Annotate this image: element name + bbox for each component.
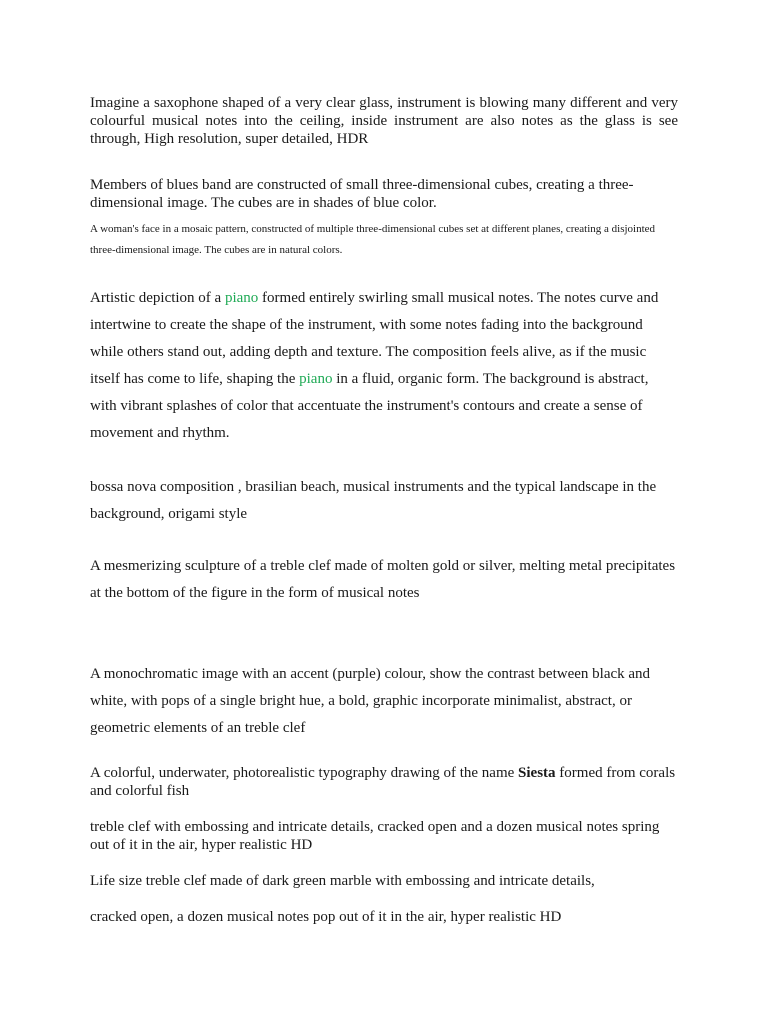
paragraph-mosaic-face-prompt: A woman's face in a mosaic pattern, constructed of multiple three-dimensional cubes set at different planes, creating a disjointed three-dimensional image. The cubes are in natural colors.	[90, 223, 656, 256]
paragraph-saxophone-prompt: Imagine a saxophone shaped of a very clear glass, instrument is blowing many different and very colourful musical notes into the ceiling, inside instrument are also notes as the glass is see through, High resolution, super detailed, HDR	[90, 95, 678, 147]
siesta-text-part-2: formed from corals and colorful fish	[90, 765, 676, 799]
paragraph-bossa-nova-prompt: bossa nova composition , brasilian beach, musical instruments and the typical landscape in the background, origami style	[90, 479, 657, 522]
siesta-text-part-1: A colorful, underwater, photorealistic typography drawing of the name	[90, 765, 519, 781]
piano-text-part-1: Artistic depiction of a	[90, 290, 225, 306]
siesta-bold-name: Siesta	[518, 765, 556, 781]
piano-text-part-3: in a fluid, organic form. The background is abstract, with vibrant splashes of color that accentuate the instrument's contours and create a sense of movement and rhythm.	[90, 371, 649, 441]
paragraph-piano-prompt	[90, 285, 678, 447]
paragraph-molten-clef-prompt: A mesmerizing sculpture of a treble clef made of molten gold or silver, melting metal precipitates at the bottom of the figure in the form of musical notes	[90, 558, 676, 601]
paragraph-embossed-clef-prompt: treble clef with embossing and intricate details, cracked open and a dozen musical notes spring out of it in the air, hyper realistic HD	[90, 819, 660, 853]
paragraph-monochrome-clef-prompt: A monochromatic image with an accent (purple) colour, show the contrast between black and white, with pops of a single bright hue, a bold, graphic incorporate minimalist, abstract, or geometric elements of an treble clef	[90, 666, 651, 736]
paragraph-blues-band-prompt: Members of blues band are constructed of small three-dimensional cubes, creating a three-dimensional image. The cubes are in shades of blue color.	[90, 177, 634, 211]
piano-text-part-2: formed entirely swirling small musical notes. The notes curve and intertwine to create the shape of the instrument, with some notes fading into the background while others stand out, adding depth and texture. The composition feels alive, as if the music itself has come to life, shaping the	[90, 290, 659, 387]
paragraph-cracked-clef-prompt: cracked open, a dozen musical notes pop out of it in the air, hyper realistic HD	[90, 909, 562, 925]
piano-accent-word-2: piano	[299, 371, 333, 387]
paragraph-marble-clef-prompt: Life size treble clef made of dark green marble with embossing and intricate details,	[90, 873, 595, 889]
paragraph-siesta-typography-prompt	[90, 764, 678, 800]
piano-accent-word-1: piano	[224, 290, 259, 306]
